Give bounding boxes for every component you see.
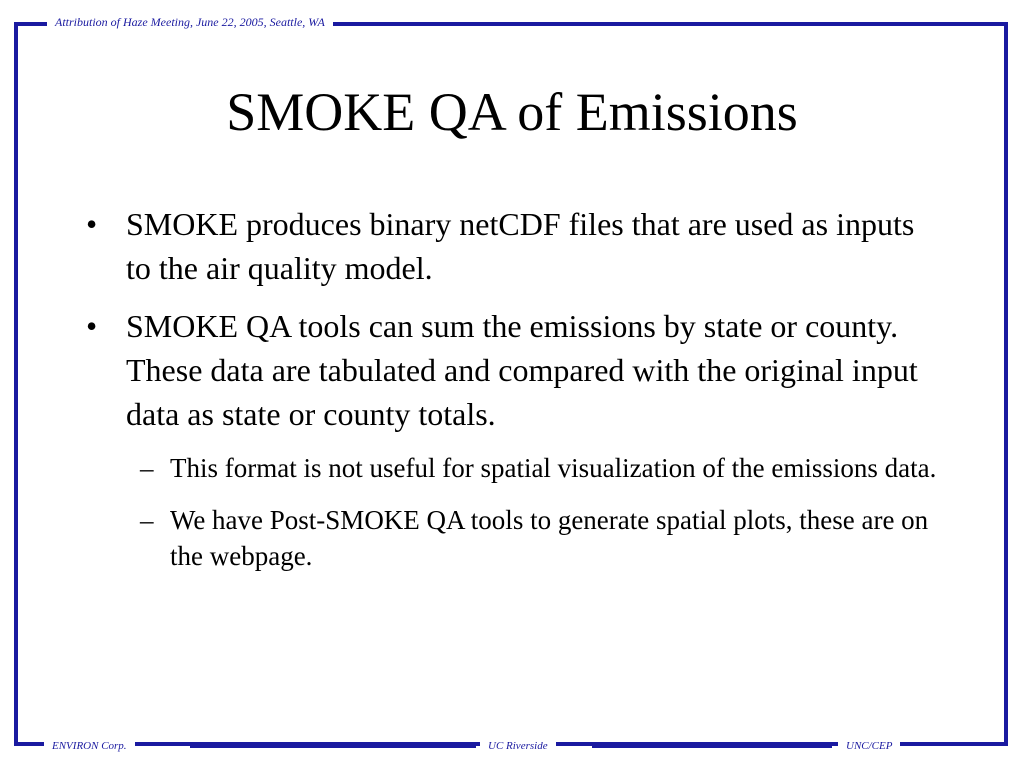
footer-divider-left	[190, 744, 476, 748]
bullet-marker: •	[86, 308, 98, 344]
footer-divider-right	[592, 744, 832, 748]
sub-bullet-text: This format is not useful for spatial visualization of the emissions data.	[170, 453, 937, 483]
slide-title: SMOKE QA of Emissions	[226, 82, 798, 142]
sub-bullet-text: We have Post-SMOKE QA tools to generate spatial plots, these are on the webpage.	[170, 505, 929, 571]
footer-left-label: ENVIRON Corp.	[44, 738, 135, 754]
bullet-item	[84, 304, 944, 436]
bullet-text: SMOKE produces binary netCDF files that are used as inputs to the air quality model.	[126, 206, 915, 286]
sub-bullet-item	[84, 502, 944, 574]
bullet-item	[84, 202, 944, 290]
sub-bullet-marker: –	[140, 453, 154, 483]
sub-bullet-marker: –	[140, 505, 154, 535]
footer-right-label: UNC/CEP	[838, 738, 900, 754]
bullet-marker: •	[86, 206, 98, 242]
sub-bullet-item	[84, 450, 944, 486]
slide-content	[84, 202, 944, 590]
meeting-note: Attribution of Haze Meeting, June 22, 2005, Seattle, WA	[47, 14, 333, 30]
bullet-text: SMOKE QA tools can sum the emissions by state or county. These data are tabulated and compared with the original input data as state or county totals.	[126, 308, 918, 432]
footer-center-label: UC Riverside	[480, 738, 556, 754]
